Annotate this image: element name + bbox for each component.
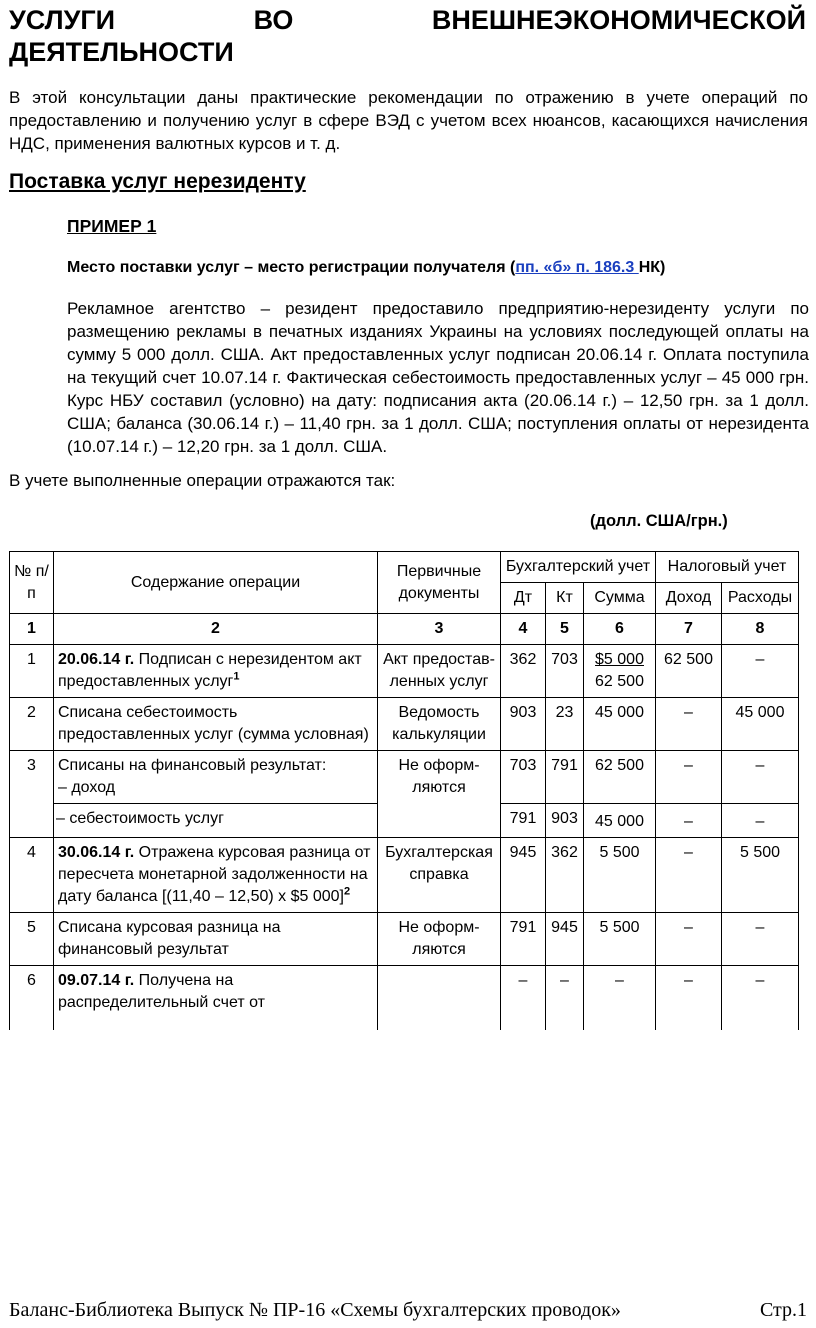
row-number: 1 xyxy=(10,645,54,698)
tax-code-link[interactable]: пп. «б» п. 186.3 xyxy=(515,259,639,276)
amount: 5 500 xyxy=(584,913,656,966)
operations-intro: В учете выполненные операции отражаются так: xyxy=(9,471,396,490)
tax-income: – xyxy=(656,838,722,913)
tax-expense: – xyxy=(722,966,799,1031)
column-number: 2 xyxy=(54,614,378,645)
tax-expense: – xyxy=(722,645,799,698)
operation-content xyxy=(54,838,378,913)
rule-suffix: НК) xyxy=(638,259,666,276)
header-content: Содержание операции xyxy=(54,552,378,614)
operation-subitem: – себестоимость услуг xyxy=(54,804,378,838)
credit-account: 23 xyxy=(546,698,584,751)
credit-account: 945 xyxy=(546,913,584,966)
operation-content: Списана себестоимость предоставленных услуг (сумма условная) xyxy=(54,698,378,751)
table-row xyxy=(10,966,799,1031)
operation-date: 30.06.14 г. xyxy=(58,844,135,861)
tax-expense: 5 500 xyxy=(722,838,799,913)
credit-account: 362 xyxy=(546,838,584,913)
title-word: УСЛУГИ xyxy=(9,5,116,35)
footnote-mark: 1 xyxy=(233,670,240,683)
operation-content xyxy=(54,645,378,698)
credit-account: 791 xyxy=(546,751,584,804)
table-row xyxy=(10,645,799,698)
column-number: 4 xyxy=(501,614,546,645)
operation-date: 09.07.14 г. xyxy=(58,972,135,989)
table-row xyxy=(10,751,799,804)
amount xyxy=(584,645,656,698)
row-number: 2 xyxy=(10,698,54,751)
primary-document: Бухгалтерская справка xyxy=(378,838,501,913)
debit-account: 791 xyxy=(501,913,546,966)
page-title xyxy=(9,4,806,68)
primary-document: Акт предоставленных услуг xyxy=(378,645,501,698)
header-income: Доход xyxy=(656,583,722,614)
debit-account: 903 xyxy=(501,698,546,751)
column-number-row xyxy=(10,614,799,645)
debit-account: 703 xyxy=(501,751,546,804)
header-docs: Первичные документы xyxy=(378,552,501,614)
debit-account: 791 xyxy=(501,804,546,838)
amount: 62 500 xyxy=(584,751,656,804)
example-label: ПРИМЕР 1 xyxy=(67,216,157,236)
operation-text: Подписан с нерезидентом акт предоставленных услуг xyxy=(58,651,362,690)
amount: – xyxy=(584,966,656,1031)
row-number: 4 xyxy=(10,838,54,913)
operation-text: Списаны на финансовый результат: xyxy=(58,757,327,774)
primary-document: Не оформляются xyxy=(378,751,501,838)
column-number: 1 xyxy=(10,614,54,645)
credit-account: – xyxy=(546,966,584,1031)
operation-subitem: – доход xyxy=(58,779,116,796)
column-number: 3 xyxy=(378,614,501,645)
amount-usd: $5 000 xyxy=(595,651,644,668)
row-number: 5 xyxy=(10,913,54,966)
table-row xyxy=(10,838,799,913)
header-sum: Сумма xyxy=(584,583,656,614)
ledger-table xyxy=(9,551,799,1030)
debit-account: – xyxy=(501,966,546,1031)
tax-income: – xyxy=(656,751,722,804)
header-num: № п/п xyxy=(10,552,54,614)
amount: 5 500 xyxy=(584,838,656,913)
column-number: 6 xyxy=(584,614,656,645)
units-note: (долл. США/грн.) xyxy=(590,512,728,530)
intro-paragraph: В этой консультации даны практические рекомендации по отражению в учете операций по предоставлению и получению услуг в сфере ВЭД с учетом всех нюансов, касающихся начисления НДС, применения валютных курсов и т. д. xyxy=(9,88,808,153)
column-number: 5 xyxy=(546,614,584,645)
operation-text: Отражена курсовая разница от пересчета монетарной задолженности на дату баланса [(11,40 – 12,50) х $5 000] xyxy=(58,844,371,905)
credit-account: 703 xyxy=(546,645,584,698)
amount: 45 000 xyxy=(584,804,656,838)
primary-document: Ведомость калькуляции xyxy=(378,698,501,751)
row-number: 6 xyxy=(10,966,54,1031)
tax-income: – xyxy=(656,804,722,838)
column-number: 7 xyxy=(656,614,722,645)
operation-content: Списана курсовая разница на финансовый результат xyxy=(54,913,378,966)
table-header-row xyxy=(10,552,799,583)
page-number: Стр.1 xyxy=(759,1299,807,1321)
column-number: 8 xyxy=(722,614,799,645)
tax-expense: – xyxy=(722,804,799,838)
tax-expense: – xyxy=(722,913,799,966)
operation-content xyxy=(54,966,378,1031)
debit-account: 362 xyxy=(501,645,546,698)
tax-income: – xyxy=(656,913,722,966)
tax-income: 62 500 xyxy=(656,645,722,698)
table-row xyxy=(10,698,799,751)
tax-expense: 45 000 xyxy=(722,698,799,751)
primary-document: Не оформляются xyxy=(378,913,501,966)
amount-uah: 62 500 xyxy=(595,673,644,690)
amount: 45 000 xyxy=(584,698,656,751)
table-row xyxy=(10,913,799,966)
case-paragraph: Рекламное агентство – резидент предоставило предприятию-нерезиденту услуги по размещению рекламы в печатных изданиях Украины на условиях последующей оплаты на сумму 5 000 долл. США. Акт предоставленных услуг подписан 20.06.14 г. Оплата поступила на текущий счет 10.07.14 г. Фактическая себестоимость предоставленных услуг – 45 000 грн. Курс НБУ составил (условно) на дату: подписания акта (20.06.14 г.) – 12,50 грн. за 1 долл. США; баланса (30.06.14 г.) – 11,40 грн. за 1 долл. США; поступления оплаты от нерезидента (10.07.14 г.) – 12,20 грн. за 1 долл. США. xyxy=(67,299,809,456)
section-heading: Поставка услуг нерезиденту xyxy=(9,170,306,193)
header-tax: Налоговый учет xyxy=(656,552,799,583)
title-word: ВНЕШНЕЭКОНОМИЧЕСКОЙ xyxy=(431,5,806,35)
footnote-mark: 2 xyxy=(344,885,351,898)
tax-expense: – xyxy=(722,751,799,804)
title-line-2: ДЕЯТЕЛЬНОСТИ xyxy=(9,37,234,67)
operation-text: Получена на распределительный счет от xyxy=(58,972,265,1011)
header-accounting: Бухгалтерский учет xyxy=(501,552,656,583)
header-kt: Кт xyxy=(546,583,584,614)
header-dt: Дт xyxy=(501,583,546,614)
operation-date: 20.06.14 г. xyxy=(58,651,135,668)
footer-publication: Баланс-Библиотека Выпуск № ПР-16 «Схемы бухгалтерских проводок» xyxy=(9,1299,621,1321)
row-number: 3 xyxy=(10,751,54,838)
debit-account: 945 xyxy=(501,838,546,913)
operation-content xyxy=(54,751,378,804)
tax-income: – xyxy=(656,698,722,751)
primary-document xyxy=(378,966,501,1031)
tax-income: – xyxy=(656,966,722,1031)
rule-text: Место поставки услуг – место регистрации получателя ( xyxy=(67,259,516,276)
page-footer xyxy=(9,1299,807,1322)
rule-heading xyxy=(67,259,665,277)
title-word: ВО xyxy=(253,5,294,35)
header-expense: Расходы xyxy=(722,583,799,614)
credit-account: 903 xyxy=(546,804,584,838)
